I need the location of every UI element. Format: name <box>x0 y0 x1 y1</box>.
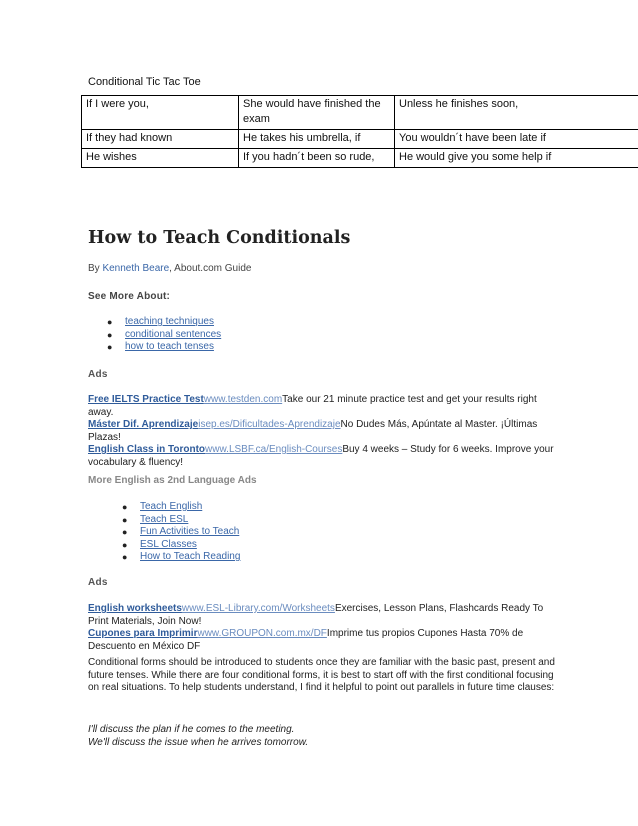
see-more-link[interactable]: teaching techniques <box>125 316 214 327</box>
table-cell: Unless he finishes soon, <box>395 96 638 130</box>
ad-url-link[interactable]: www.ESL-Library.com/Worksheets <box>181 603 335 614</box>
ad-item <box>88 419 558 444</box>
bullet-icon: ● <box>122 527 128 537</box>
see-more-link[interactable]: how to teach tenses <box>125 341 214 352</box>
ad-title-link[interactable]: Máster Dif. Aprendizaje <box>88 419 199 430</box>
list-item <box>122 538 240 552</box>
ads-block <box>88 603 558 653</box>
table-cell: You wouldn´t have been late if <box>395 130 638 149</box>
ad-url-link[interactable]: www.testden.com <box>203 394 283 405</box>
list-item <box>107 328 222 342</box>
article-title: How to Teach Conditionals <box>88 228 351 248</box>
more-ads-link[interactable]: Teach English <box>140 501 203 512</box>
ad-item <box>88 444 558 469</box>
more-ads-link[interactable]: ESL Classes <box>140 538 197 550</box>
author-link[interactable]: Kenneth Beare <box>102 263 170 274</box>
list-item <box>122 526 240 539</box>
ads-heading: Ads <box>88 577 108 588</box>
table-cell: If I were you, <box>82 96 239 130</box>
example-sentence: We'll discuss the issue when he arrives tomorrow. <box>88 737 309 748</box>
example-sentence: I'll discuss the plan if he comes to the meeting. <box>88 724 295 735</box>
ad-title-link[interactable]: English Class in Toronto <box>88 444 206 455</box>
body-paragraph: Conditional forms should be introduced to students once they are familiar with the basic past, present and future tenses. While there are four conditional forms, it is best to start off with the first conditional focusing on real situations. To help students understand, I find it helpful to point out parallels in future time clauses: <box>88 657 555 693</box>
ad-text: Imprime tus propios Cupones Hasta 70% de Descuento en México DF <box>88 628 524 652</box>
table-cell: She would have finished the exam <box>239 96 395 130</box>
see-more-link[interactable]: conditional sentences <box>125 328 222 340</box>
bullet-icon: ● <box>122 552 128 562</box>
ad-url-link[interactable]: www.GROUPON.com.mx/DF <box>197 628 327 639</box>
ad-item <box>88 603 558 628</box>
byline-prefix: By <box>88 263 103 274</box>
ads-heading: Ads <box>88 369 108 380</box>
bullet-icon: ● <box>122 514 128 525</box>
see-more-label: See More About: <box>88 291 171 302</box>
more-ads-link[interactable]: Teach ESL <box>140 513 189 525</box>
more-ads-link[interactable]: How to Teach Reading <box>140 551 241 562</box>
table-row <box>82 96 638 130</box>
table-cell: He wishes <box>82 149 239 168</box>
ad-title-link[interactable]: English worksheets <box>88 603 182 614</box>
table-row <box>82 149 638 168</box>
byline-suffix: , About.com Guide <box>169 263 252 274</box>
ad-text: No Dudes Más, Apúntate al Master. ¡Últimas Plazas! <box>88 419 538 443</box>
see-more-list <box>107 316 222 354</box>
table-cell: If you hadn´t been so rude, <box>239 149 395 168</box>
table-cell: He takes his umbrella, if <box>239 130 395 149</box>
list-item <box>107 316 221 329</box>
tictactoe-table <box>81 95 638 168</box>
tictactoe-title: Conditional Tic Tac Toe <box>88 76 201 88</box>
list-item <box>122 501 240 514</box>
ad-text: Exercises, Lesson Plans, Flashcards Ready To Print Materials, Join Now! <box>88 603 544 627</box>
ad-item <box>88 394 558 419</box>
list-item <box>122 513 240 527</box>
ad-item <box>88 628 558 653</box>
bullet-icon: ● <box>122 539 128 550</box>
byline <box>88 263 251 274</box>
ad-url-link[interactable]: www.LSBF.ca/English-Courses <box>205 444 343 455</box>
table-cell: If they had known <box>82 130 239 149</box>
more-ads-link[interactable]: Fun Activities to Teach <box>140 526 240 537</box>
ad-text: Take our 21 minute practice test and get your results right away. <box>88 394 537 418</box>
bullet-icon: ● <box>107 342 113 352</box>
ad-title-link[interactable]: Cupones para Imprimir <box>88 628 198 639</box>
ad-title-link[interactable]: Free IELTS Practice Test <box>88 394 204 405</box>
ad-text: Buy 4 weeks – Study for 6 weeks. Improve your vocabulary & fluency! <box>88 444 554 468</box>
ad-url-link[interactable]: isep.es/Dificultades-Aprendizaje <box>198 419 341 430</box>
bullet-icon: ● <box>107 317 113 327</box>
table-row <box>82 130 638 149</box>
bullet-icon: ● <box>107 329 113 340</box>
list-item <box>107 341 221 354</box>
bullet-icon: ● <box>122 502 128 512</box>
list-item <box>122 551 241 564</box>
more-ads-list <box>122 501 241 564</box>
table-cell: He would give you some help if <box>395 149 638 168</box>
more-ads-heading: More English as 2nd Language Ads <box>88 475 257 486</box>
ads-block <box>88 394 558 469</box>
